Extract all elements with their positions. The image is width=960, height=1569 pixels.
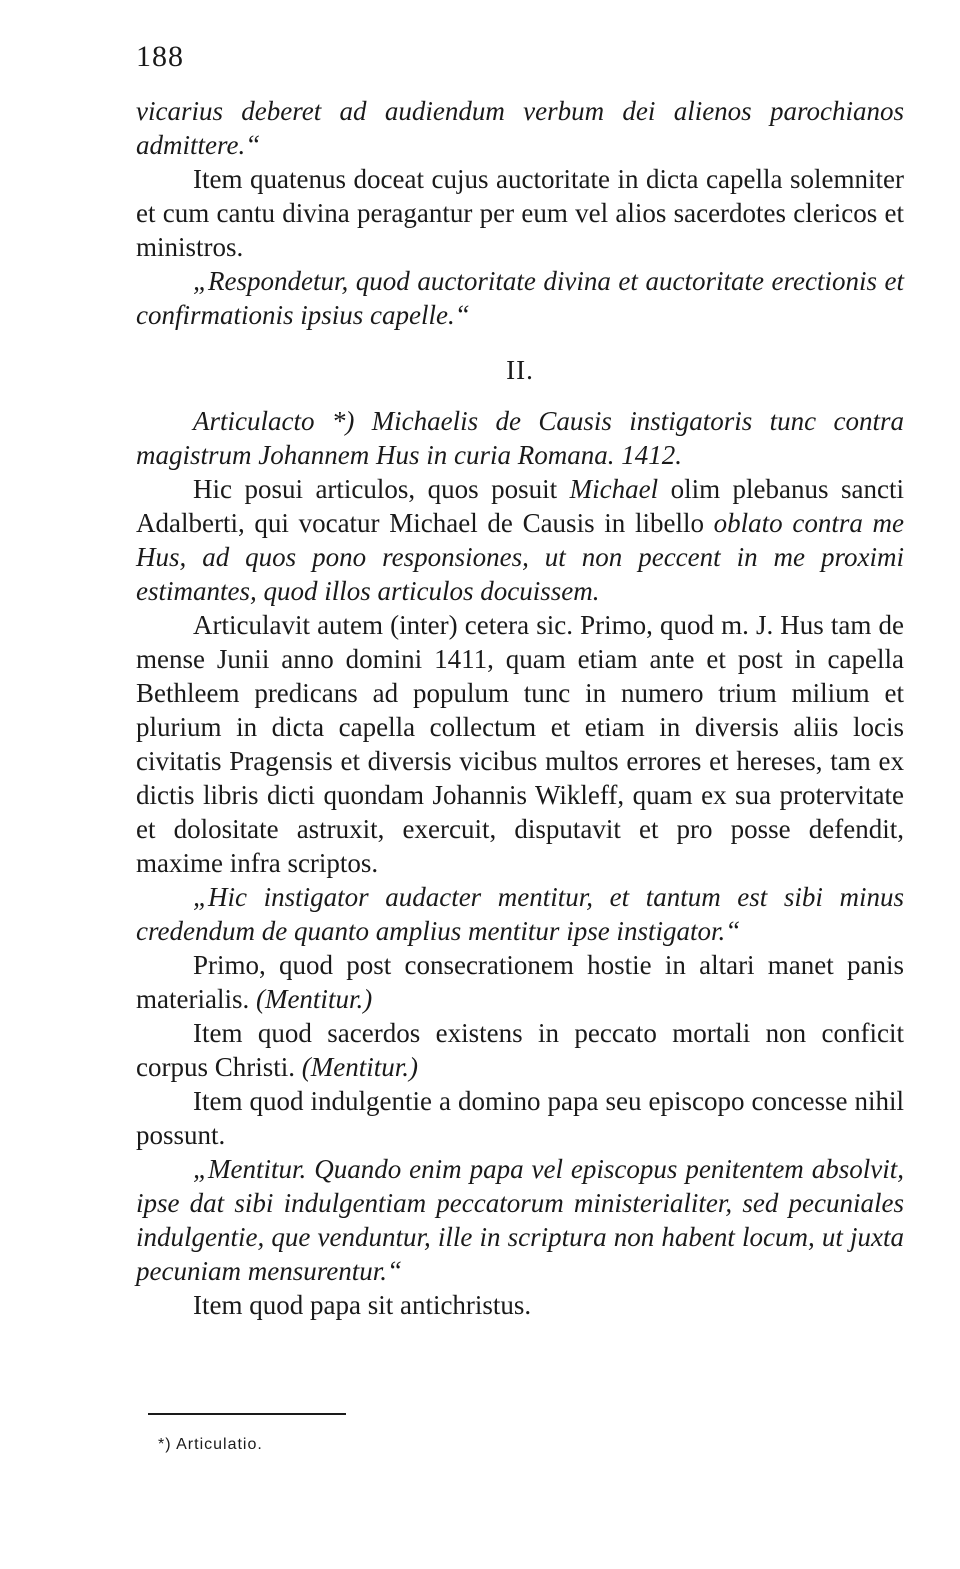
section-title: Articulacto *) Michaelis de Causis instigatoris tunc contra magistrum Johannem Hus in curia Romana. 1412. (136, 406, 904, 470)
paragraph (136, 264, 904, 332)
text-italic: Michael (569, 474, 659, 504)
text-normal: Hic posui articulos, quos posuit (193, 474, 570, 504)
footnote-divider (148, 1413, 346, 1415)
page-number: 188 (136, 40, 184, 73)
text-italic: (Mentitur.) (301, 1052, 418, 1082)
paragraph (136, 1288, 904, 1322)
paragraph (136, 1084, 904, 1152)
text-italic: (Mentitur.) (255, 984, 373, 1014)
paragraph (136, 608, 904, 880)
footnote: *) Articulatio. (158, 1436, 263, 1453)
paragraph (136, 162, 904, 264)
text-italic: „Mentitur. Quando enim papa vel episcopus penitentem absolvit, ipse dat sibi indulgentiam peccatorum ministerialiter, sed pecuniales indulgentie, que venduntur, ille in scriptura non habent locum, ut juxta pecuniam mensurentur.“ (136, 1154, 904, 1286)
text-italic: „Hic instigator audacter mentitur, et tantum est sibi minus credendum de quanto amplius mentitur ipse instigator.“ (136, 882, 904, 946)
text-normal: Articulavit autem (inter) cetera sic. Primo, quod m. J. Hus tam de mense Junii anno domini 1411, quam etiam ante et post in capella Bethleem predicans ad populum tunc in numero trium milium et plurium in dicta capella collectum et etiam in diversis aliis locis civitatis Pragensis et diversis vicibus multos errores et hereses, tam ex dictis libris dicti quondam Johannis Wikleff, quam ex sua protervitate et dolositate astruxit, exercuit, disputavit et pro posse defendit, maxime infra scriptos. (136, 610, 904, 878)
paragraph (136, 948, 904, 1016)
text-normal: olim plebanus sancti Adalberti, qui vocatur Michael de Causis in libello (136, 474, 904, 538)
body-text (136, 94, 904, 1322)
text-normal: Item quod indulgentie a domino papa seu episcopo concesse nihil possunt. (136, 1086, 904, 1150)
text-normal: Item quatenus doceat cujus auctoritate in dicta capella solemniter et cum cantu divina peragantur per eum vel alios sacerdotes clericos et ministros. (136, 164, 904, 262)
paragraph (136, 94, 904, 162)
paragraph (136, 472, 904, 608)
paragraph (136, 880, 904, 948)
section-number: II. (506, 355, 534, 385)
text-italic: vicarius deberet ad audiendum verbum dei alienos parochianos admittere.“ (136, 96, 904, 160)
text-normal: Item quod papa sit antichristus. (193, 1290, 532, 1320)
text-italic: oblato contra me Hus, ad quos pono responsiones, ut non peccent in me proximi estimantes, quod illos articulos docuissem. (136, 508, 904, 606)
paragraph (136, 1016, 904, 1084)
text-italic: „Respondetur, quod auctoritate divina et auctoritate erectionis et confirmationis ipsius capelle.“ (136, 266, 904, 330)
text-normal: Primo, quod post consecrationem hostie in altari manet panis materialis. (136, 950, 904, 1014)
paragraph (136, 1152, 904, 1288)
text-normal: Item quod sacerdos existens in peccato mortali non conficit corpus Christi. (136, 1018, 904, 1082)
